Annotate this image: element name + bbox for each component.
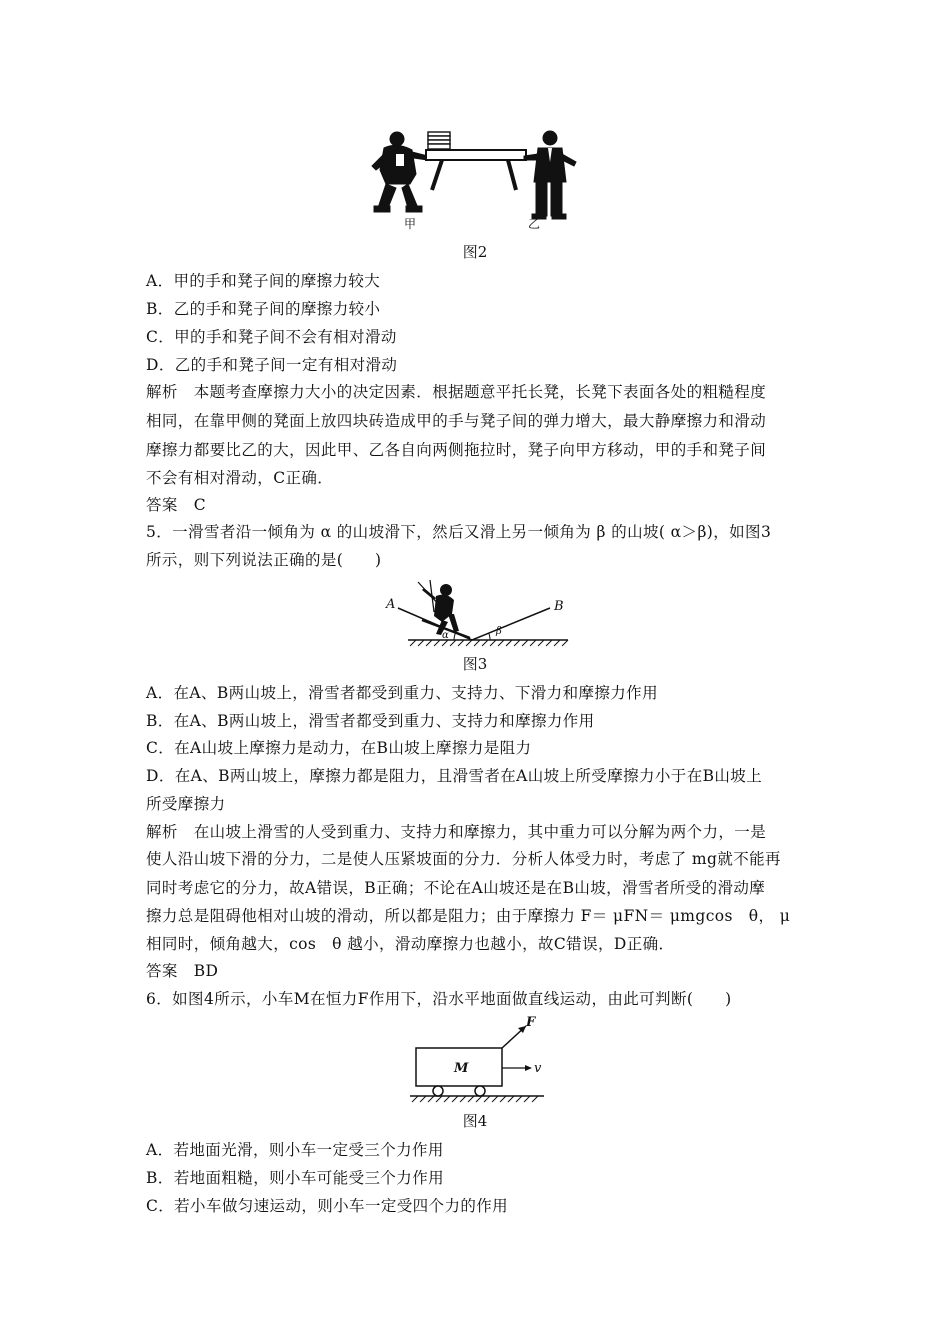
q5-option-a: A．在A、B两山坡上，滑雪者都受到重力、支持力、下滑力和摩擦力作用 — [146, 684, 658, 702]
q4-option-d: D．乙的手和凳子间一定有相对滑动 — [146, 356, 398, 374]
q5-analysis-line-2: 使人沿山坡下滑的分力，二是使人压紧坡面的分力．分析人体受力时，考虑了 mg就不能再 — [146, 850, 781, 868]
figure-4-illustration — [408, 1014, 548, 1106]
q5-option-b: B．在A、B两山坡上，滑雪者都受到重力、支持力和摩擦力作用 — [146, 712, 595, 730]
figure-4-label-m: M — [454, 1061, 469, 1076]
q6-option-b: B．若地面粗糙，则小车可能受三个力作用 — [146, 1169, 444, 1187]
q5-analysis-line-3: 同时考虑它的分力，故A错误，B正确；不论在A山坡还是在B山坡，滑雪者所受的滑动摩 — [146, 879, 766, 897]
q4-analysis-line-1: 解析 本题考查摩擦力大小的决定因素．根据题意平托长凳，长凳下表面各处的粗糙程度 — [146, 383, 767, 401]
q4-option-b: B．乙的手和凳子间的摩擦力较小 — [146, 300, 381, 318]
figure-2-label-yi: 乙 — [528, 217, 541, 231]
q5-option-d-continued: 所受摩擦力 — [146, 795, 226, 813]
figure-3-illustration — [384, 576, 574, 648]
q5-answer: 答案 BD — [146, 962, 219, 980]
q5-stem-line-2: 所示，则下列说法正确的是( ) — [146, 551, 382, 569]
q6-stem: 6．如图4所示，小车M在恒力F作用下，沿水平地面做直线运动，由此可判断( ) — [146, 990, 732, 1008]
q4-analysis-line-2: 相同，在靠甲侧的凳面上放四块砖造成甲的手与凳子间的弹力增大，最大静摩擦力和滑动 — [146, 412, 767, 430]
figure-3-label-a: A — [386, 597, 396, 612]
q5-stem-line-1: 5．一滑雪者沿一倾角为 α 的山坡滑下，然后又滑上另一倾角为 β 的山坡( α＞β)，如图3 — [146, 523, 772, 541]
q5-analysis-line-4: 擦力总是阻碍他相对山坡的滑动，所以都是阻力；由于摩擦力 F＝ μFN＝ μmgcos θ， μ — [146, 907, 791, 925]
figure-4-caption: 图4 — [462, 1112, 488, 1130]
q4-analysis-line-4: 不会有相对滑动，C正确． — [146, 469, 334, 487]
q5-analysis-line-1: 解析 在山坡上滑雪的人受到重力、支持力和摩擦力，其中重力可以分解为两个力，一是 — [146, 823, 767, 841]
figure-2-illustration — [370, 126, 582, 236]
figure-2-label-jia: 甲 — [404, 217, 417, 231]
q4-answer: 答案 C — [146, 496, 206, 514]
q6-option-a: A．若地面光滑，则小车一定受三个力作用 — [146, 1141, 444, 1159]
figure-3-label-beta: β — [496, 626, 502, 637]
q4-analysis-line-3: 摩擦力都要比乙的大，因此甲、乙各自向两侧拖拉时，凳子向甲方移动，甲的手和凳子间 — [146, 441, 767, 459]
q5-option-c: C．在A山坡上摩擦力是动力，在B山坡上摩擦力是阻力 — [146, 739, 532, 757]
q5-option-d: D．在A、B两山坡上，摩擦力都是阻力，且滑雪者在A山坡上所受摩擦力小于在B山坡上 — [146, 767, 763, 785]
q4-option-c: C．甲的手和凳子间不会有相对滑动 — [146, 328, 397, 346]
q6-option-c: C．若小车做匀速运动，则小车一定受四个力的作用 — [146, 1197, 509, 1215]
q4-option-a: A．甲的手和凳子间的摩擦力较大 — [146, 272, 381, 290]
q5-analysis-line-5: 相同时，倾角越大，cos θ 越小，滑动摩擦力也越小，故C错误，D正确． — [146, 935, 675, 953]
figure-4-label-v: v — [534, 1061, 542, 1076]
figure-3-label-b: B — [554, 599, 564, 614]
figure-3-caption: 图3 — [462, 655, 488, 673]
figure-2-caption: 图2 — [462, 243, 488, 261]
figure-3-label-alpha: α — [442, 630, 449, 641]
figure-4-label-f: F — [526, 1015, 536, 1030]
